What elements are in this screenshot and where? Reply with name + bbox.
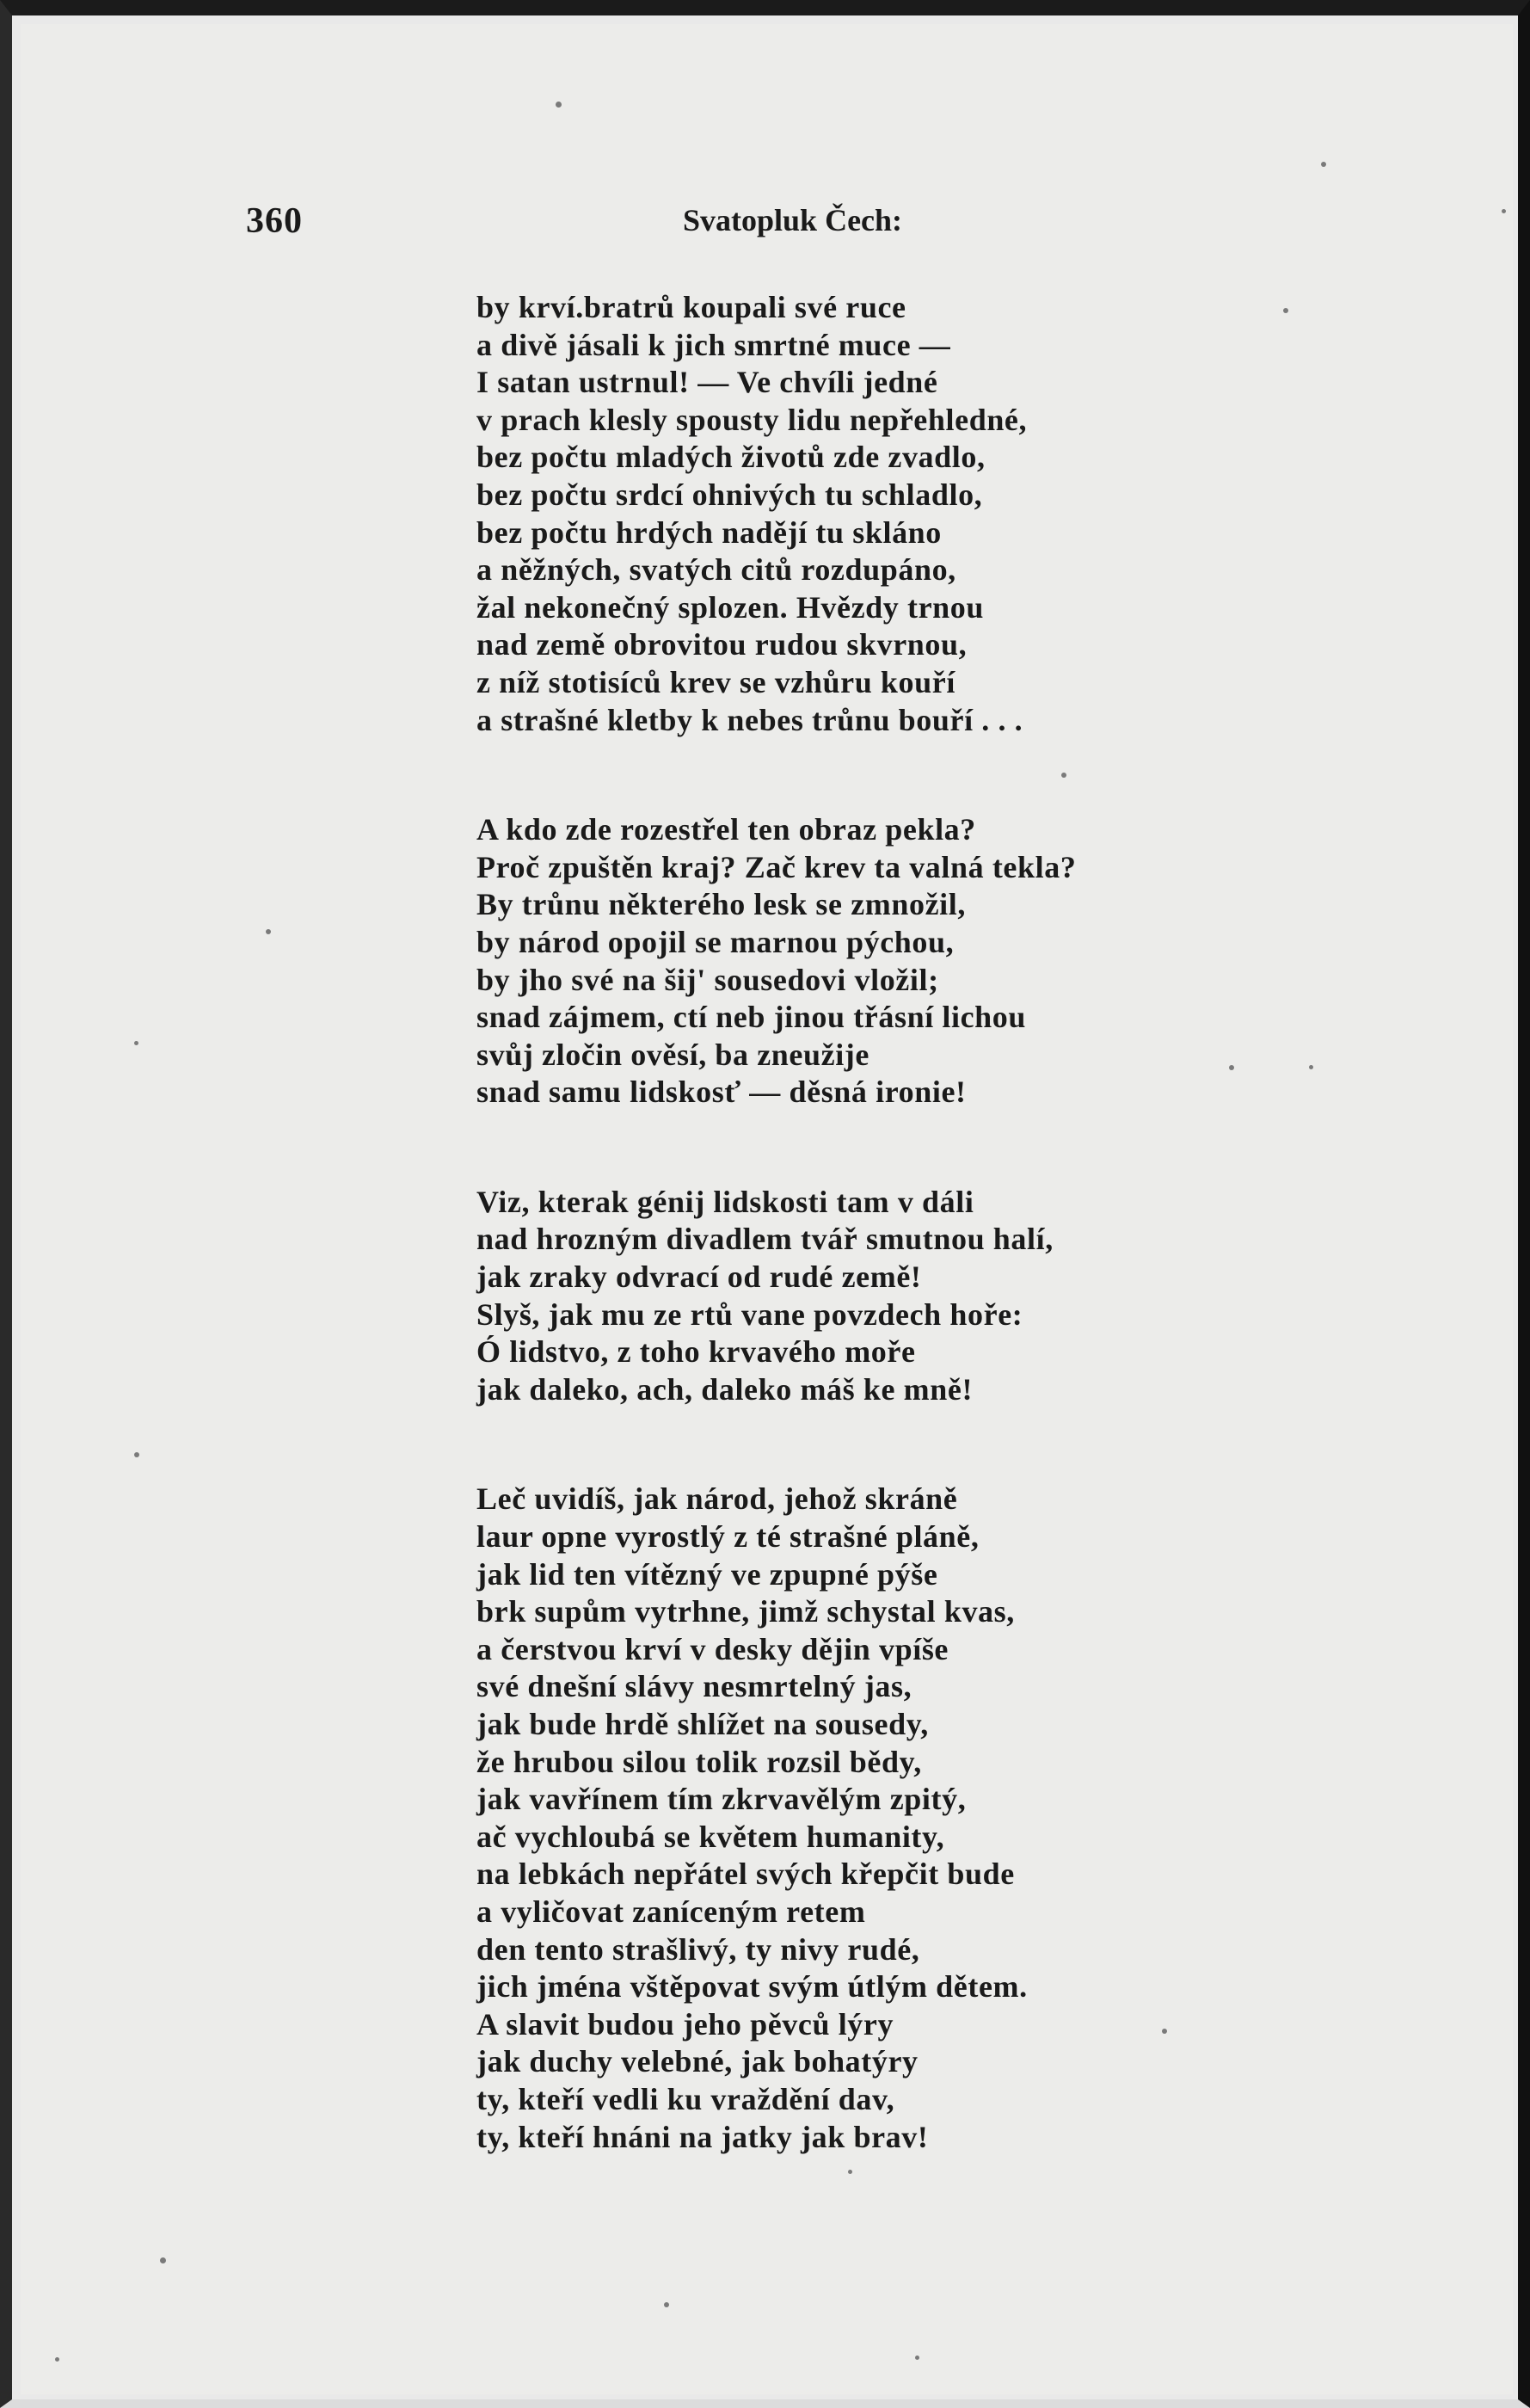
poem-line: nad hrozným divadlem tvář smutnou halí,: [476, 1222, 1054, 1257]
poem-line: z níž stotisíců krev se vzhůru kouří: [476, 664, 955, 699]
poem-line: žal nekonečný splozen. Hvězdy trnou: [476, 589, 985, 625]
scan-speck: [1283, 308, 1288, 313]
running-title: Svatopluk Čech:: [683, 203, 903, 237]
scan-speck: [915, 2356, 919, 2360]
poem-line: By trůnu některého lesk se zmnožil,: [476, 887, 966, 922]
book-page: [21, 24, 1513, 2394]
scan-speck: [556, 102, 562, 108]
poem-line: svůj zločin ověsí, ba zneužije: [476, 1037, 869, 1072]
stanza: [476, 1481, 1422, 2156]
poem-line: by národ opojil se marnou pýchou,: [476, 924, 955, 959]
poem-line: snad zájmem, ctí neb jinou třásní lichou: [476, 1000, 1027, 1035]
scan-speck: [1321, 162, 1326, 167]
poem-line: v prach klesly spousty lidu nepřehledné,: [476, 402, 1028, 437]
poem-line: ty, kteří vedli ku vraždění dav,: [476, 2081, 895, 2116]
page-number: 360: [246, 201, 303, 241]
poem-line: Proč zpuštěn kraj? Zač krev ta valná tekla?: [476, 849, 1077, 884]
poem-line: Ó lidstvo, z toho krvavého moře: [476, 1334, 916, 1370]
poem-line: jak duchy velebné, jak bohatýry: [476, 2044, 919, 2079]
poem-body: [476, 289, 1422, 2156]
poem-line: na lebkách nepřátel svých křepčit bude: [476, 1857, 1015, 1892]
poem-line: ač vychloubá se květem humanity,: [476, 1819, 945, 1854]
poem-line: bez počtu srdcí ohnivých tu schladlo,: [476, 477, 983, 512]
scan-speck: [1229, 1065, 1234, 1070]
poem-line: ty, kteří hnáni na jatky jak brav!: [476, 2119, 929, 2154]
stanza: [476, 811, 1422, 1112]
poem-line: by krví.bratrů koupali své ruce: [476, 290, 906, 324]
poem-line: a vyličovat zaníceným retem: [476, 1894, 866, 1929]
scan-speck: [160, 2257, 166, 2263]
poem-line: a čerstvou krví v desky dějin vpíše: [476, 1631, 949, 1666]
scan-speck: [134, 1452, 139, 1457]
poem-line: laur opne vyrostlý z té strašné pláně,: [476, 1519, 980, 1555]
scan-speck: [1162, 2029, 1167, 2034]
poem-line: I satan ustrnul! — Ve chvíli jedné: [476, 365, 938, 400]
scan-speck: [266, 929, 271, 934]
stanza: [476, 1184, 1422, 1409]
poem-line: a strašné kletby k nebes trůnu bouří . . .: [476, 702, 1023, 737]
poem-line: že hrubou silou tolik rozsil bědy,: [476, 1744, 922, 1779]
poem-line: jich jména vštěpovat svým útlým dětem.: [476, 1969, 1028, 2005]
poem-line: své dnešní slávy nesmrtelný jas,: [476, 1669, 912, 1704]
scan-speck: [1061, 773, 1066, 778]
scan-speck: [664, 2302, 669, 2307]
poem-line: brk supům vytrhne, jimž schystal kvas,: [476, 1594, 1015, 1629]
poem-line: snad samu lidskosť — děsná ironie!: [476, 1075, 967, 1110]
scan-speck: [55, 2357, 59, 2362]
scan-speck: [134, 1041, 138, 1045]
scan-speck: [1502, 209, 1506, 213]
scan-speck: [1309, 1065, 1313, 1069]
poem-line: Viz, kterak génij lidskosti tam v dáli: [476, 1184, 974, 1219]
poem-line: A slavit budou jeho pěvců lýry: [476, 2006, 894, 2042]
poem-line: bez počtu mladých životů zde zvadlo,: [476, 440, 986, 475]
poem-line: Slyš, jak mu ze rtů vane povzdech hoře:: [476, 1296, 1023, 1332]
poem-line: den tento strašlivý, ty nivy rudé,: [476, 1931, 920, 1967]
poem-line: nad země obrovitou rudou skvrnou,: [476, 627, 968, 662]
poem-line: jak vavřínem tím zkrvavělým zpitý,: [476, 1782, 967, 1817]
poem-line: Leč uvidíš, jak národ, jehož skráně: [476, 1481, 958, 1517]
poem-line: a něžných, svatých citů rozdupáno,: [476, 552, 956, 588]
stanza: [476, 289, 1422, 739]
poem-line: jak bude hrdě shlížet na sousedy,: [476, 1707, 929, 1741]
poem-line: by jho své na šij' sousedovi vložil;: [476, 962, 939, 997]
poem-line: bez počtu hrdých nadějí tu skláno: [476, 514, 942, 550]
poem-line: a divě jásali k jich smrtné muce —: [476, 327, 951, 362]
scan-speck: [848, 2170, 852, 2174]
poem-line: jak lid ten vítězný ve zpupné pýše: [476, 1556, 938, 1592]
poem-line: A kdo zde rozestřel ten obraz pekla?: [476, 812, 976, 847]
poem-line: jak zraky odvrací od rudé země!: [476, 1259, 922, 1295]
page-header: [21, 200, 1513, 252]
poem-line: jak daleko, ach, daleko máš ke mně!: [476, 1371, 974, 1407]
